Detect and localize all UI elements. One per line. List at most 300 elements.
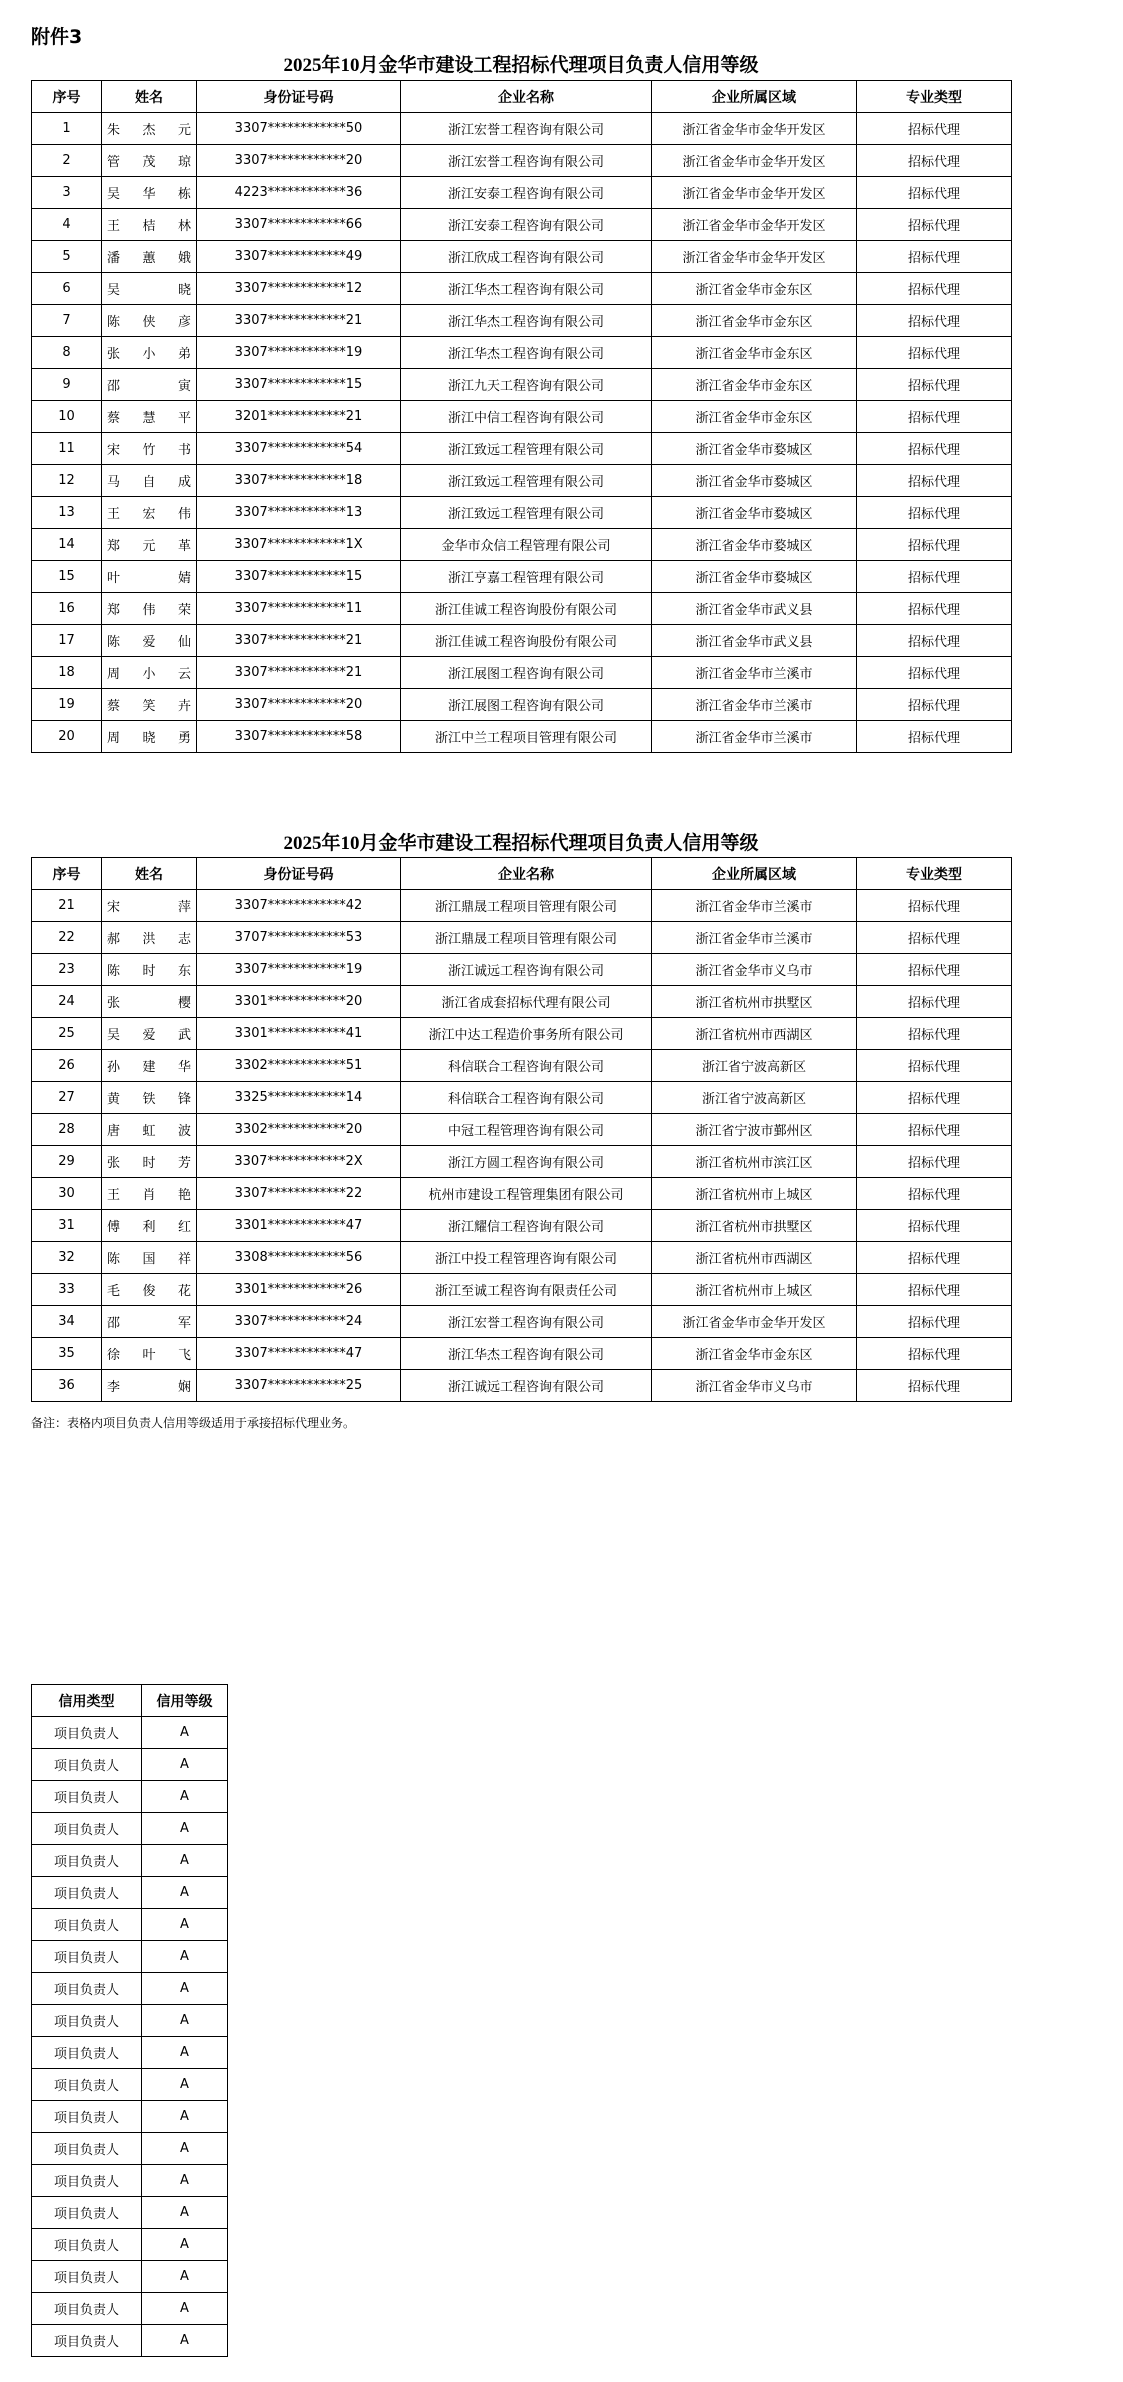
cell-id-number: 3307************47 [197,1338,401,1370]
cell-id-number: 3307************21 [197,625,401,657]
table-row [32,1082,1012,1114]
table-row [32,177,1012,209]
table-row [32,890,1012,922]
cell-index: 16 [32,593,102,625]
table-row [32,1050,1012,1082]
cell-id-number: 3325************14 [197,1082,401,1114]
table-row [32,1973,228,2005]
cell-credit-type: 项目负责人 [32,1781,142,1813]
cell-region: 浙江省金华市金东区 [652,273,857,305]
cell-company: 浙江中投工程管理咨询有限公司 [401,1242,652,1274]
table-row [32,2293,228,2325]
cell-credit-level: A [142,2165,228,2197]
table-row [32,954,1012,986]
cell-company: 科信联合工程咨询有限公司 [401,1082,652,1114]
header-id-number: 身份证号码 [197,858,401,890]
table-row [32,465,1012,497]
cell-region: 浙江省金华市婺城区 [652,561,857,593]
table-row [32,113,1012,145]
cell-company: 浙江中兰工程项目管理有限公司 [401,721,652,753]
header-type: 专业类型 [857,81,1012,113]
cell-name: 蔡慧平 [102,401,197,433]
cell-index: 26 [32,1050,102,1082]
table2-body [32,890,1012,1402]
cell-type: 招标代理 [857,954,1012,986]
table1-body [32,113,1012,753]
cell-credit-type: 项目负责人 [32,2229,142,2261]
cell-company: 浙江中达工程造价事务所有限公司 [401,1018,652,1050]
cell-index: 2 [32,145,102,177]
cell-id-number: 3307************19 [197,337,401,369]
cell-id-number: 3302************20 [197,1114,401,1146]
header-region: 企业所属区域 [652,81,857,113]
table-row [32,922,1012,954]
cell-type: 招标代理 [857,337,1012,369]
cell-company: 浙江亨嘉工程管理有限公司 [401,561,652,593]
cell-id-number: 3302************51 [197,1050,401,1082]
cell-id-number: 3301************26 [197,1274,401,1306]
table-row [32,1242,1012,1274]
cell-credit-level: A [142,2037,228,2069]
cell-index: 12 [32,465,102,497]
cell-type: 招标代理 [857,241,1012,273]
table-row [32,529,1012,561]
table-row [32,2069,228,2101]
cell-company: 浙江致远工程管理有限公司 [401,497,652,529]
cell-credit-level: A [142,1909,228,1941]
cell-company: 浙江宏誉工程咨询有限公司 [401,145,652,177]
cell-region: 浙江省宁波市鄞州区 [652,1114,857,1146]
cell-credit-type: 项目负责人 [32,2069,142,2101]
cell-region: 浙江省金华市金东区 [652,1338,857,1370]
cell-name: 李娴 [102,1370,197,1402]
cell-company: 浙江九天工程咨询有限公司 [401,369,652,401]
cell-company: 浙江华杰工程咨询有限公司 [401,305,652,337]
cell-name: 陈侠彦 [102,305,197,337]
cell-company: 浙江致远工程管理有限公司 [401,465,652,497]
cell-index: 10 [32,401,102,433]
cell-id-number: 3307************12 [197,273,401,305]
cell-company: 浙江致远工程管理有限公司 [401,433,652,465]
cell-name: 管茂琼 [102,145,197,177]
attachment-label: 附件3 [31,26,83,48]
table1-header-row [32,81,1012,113]
cell-region: 浙江省金华市武义县 [652,625,857,657]
cell-region: 浙江省金华市义乌市 [652,1370,857,1402]
table-row [32,2165,228,2197]
table-row [32,369,1012,401]
cell-credit-type: 项目负责人 [32,1813,142,1845]
table-row [32,2197,228,2229]
cell-name: 王肖艳 [102,1178,197,1210]
table-row [32,1781,228,1813]
cell-region: 浙江省金华市义乌市 [652,954,857,986]
cell-type: 招标代理 [857,369,1012,401]
cell-region: 浙江省宁波高新区 [652,1050,857,1082]
cell-name: 徐叶飞 [102,1338,197,1370]
cell-index: 9 [32,369,102,401]
cell-name: 唐虹波 [102,1114,197,1146]
credit-level-body [32,1717,228,2357]
cell-company: 浙江宏誉工程咨询有限公司 [401,1306,652,1338]
cell-index: 27 [32,1082,102,1114]
table-row [32,1877,228,1909]
cell-type: 招标代理 [857,145,1012,177]
cell-type: 招标代理 [857,529,1012,561]
table-row [32,1306,1012,1338]
cell-id-number: 3307************15 [197,561,401,593]
cell-index: 32 [32,1242,102,1274]
cell-id-number: 3307************58 [197,721,401,753]
table-row [32,305,1012,337]
cell-type: 招标代理 [857,401,1012,433]
header-company: 企业名称 [401,858,652,890]
cell-name: 马自成 [102,465,197,497]
cell-id-number: 3307************24 [197,1306,401,1338]
cell-region: 浙江省杭州市上城区 [652,1274,857,1306]
cell-company: 浙江华杰工程咨询有限公司 [401,337,652,369]
cell-id-number: 3307************54 [197,433,401,465]
cell-id-number: 3301************47 [197,1210,401,1242]
cell-type: 招标代理 [857,721,1012,753]
cell-company: 浙江宏誉工程咨询有限公司 [401,113,652,145]
header-region: 企业所属区域 [652,858,857,890]
table-row [32,2037,228,2069]
table-row [32,2261,228,2293]
cell-company: 浙江诚远工程咨询有限公司 [401,1370,652,1402]
cell-credit-level: A [142,2293,228,2325]
cell-name: 郑元革 [102,529,197,561]
table-row [32,625,1012,657]
cell-index: 3 [32,177,102,209]
table-row [32,2101,228,2133]
cell-name: 吴晓 [102,273,197,305]
cell-region: 浙江省金华市金华开发区 [652,209,857,241]
cell-credit-level: A [142,1877,228,1909]
cell-type: 招标代理 [857,1242,1012,1274]
table1-title: 2025年10月金华市建设工程招标代理项目负责人信用等级 [283,55,759,76]
cell-id-number: 3307************25 [197,1370,401,1402]
cell-company: 浙江华杰工程咨询有限公司 [401,273,652,305]
cell-id-number: 3307************20 [197,689,401,721]
table-row [32,273,1012,305]
cell-index: 23 [32,954,102,986]
cell-credit-type: 项目负责人 [32,2261,142,2293]
cell-region: 浙江省金华市兰溪市 [652,922,857,954]
cell-credit-level: A [142,1717,228,1749]
cell-index: 13 [32,497,102,529]
cell-credit-level: A [142,2197,228,2229]
cell-index: 5 [32,241,102,273]
cell-company: 浙江佳诚工程咨询股份有限公司 [401,593,652,625]
cell-company: 中冠工程管理咨询有限公司 [401,1114,652,1146]
cell-type: 招标代理 [857,1306,1012,1338]
cell-id-number: 3307************20 [197,145,401,177]
cell-name: 毛俊花 [102,1274,197,1306]
cell-type: 招标代理 [857,1050,1012,1082]
table-row [32,689,1012,721]
cell-company: 浙江耀信工程咨询有限公司 [401,1210,652,1242]
cell-region: 浙江省杭州市上城区 [652,1178,857,1210]
cell-type: 招标代理 [857,1210,1012,1242]
cell-index: 20 [32,721,102,753]
cell-id-number: 3307************22 [197,1178,401,1210]
cell-id-number: 3307************21 [197,657,401,689]
cell-region: 浙江省金华市兰溪市 [652,657,857,689]
cell-company: 浙江华杰工程咨询有限公司 [401,1338,652,1370]
cell-company: 浙江展图工程咨询有限公司 [401,689,652,721]
cell-credit-level: A [142,2229,228,2261]
cell-name: 陈爱仙 [102,625,197,657]
table-row [32,593,1012,625]
cell-company: 浙江安泰工程咨询有限公司 [401,209,652,241]
cell-company: 浙江鼎晟工程项目管理有限公司 [401,890,652,922]
cell-name: 邵寅 [102,369,197,401]
cell-credit-level: A [142,2101,228,2133]
table-row [32,561,1012,593]
cell-type: 招标代理 [857,305,1012,337]
cell-region: 浙江省金华市金华开发区 [652,177,857,209]
cell-credit-type: 项目负责人 [32,2133,142,2165]
cell-credit-type: 项目负责人 [32,1749,142,1781]
cell-type: 招标代理 [857,177,1012,209]
cell-name: 陈国祥 [102,1242,197,1274]
cell-company: 浙江至诚工程咨询有限责任公司 [401,1274,652,1306]
cell-id-number: 4223************36 [197,177,401,209]
cell-id-number: 3307************49 [197,241,401,273]
cell-name: 周晓勇 [102,721,197,753]
cell-type: 招标代理 [857,1146,1012,1178]
table-row [32,209,1012,241]
header-type: 专业类型 [857,858,1012,890]
cell-credit-level: A [142,2069,228,2101]
table2-title: 2025年10月金华市建设工程招标代理项目负责人信用等级 [283,833,759,854]
cell-type: 招标代理 [857,922,1012,954]
cell-credit-type: 项目负责人 [32,2165,142,2197]
table-row [32,1114,1012,1146]
table-row [32,1338,1012,1370]
table-row [32,1018,1012,1050]
cell-id-number: 3307************15 [197,369,401,401]
header-index: 序号 [32,858,102,890]
cell-id-number: 3307************1X [197,529,401,561]
cell-company: 浙江欣成工程咨询有限公司 [401,241,652,273]
cell-region: 浙江省金华市金华开发区 [652,241,857,273]
cell-company: 杭州市建设工程管理集团有限公司 [401,1178,652,1210]
cell-region: 浙江省金华市金华开发区 [652,113,857,145]
cell-index: 14 [32,529,102,561]
cell-type: 招标代理 [857,1114,1012,1146]
cell-index: 4 [32,209,102,241]
cell-type: 招标代理 [857,593,1012,625]
cell-credit-type: 项目负责人 [32,1877,142,1909]
cell-index: 8 [32,337,102,369]
cell-name: 张樱 [102,986,197,1018]
cell-name: 宋竹书 [102,433,197,465]
cell-credit-level: A [142,2325,228,2357]
credit-table-1 [31,80,1012,753]
cell-company: 浙江省成套招标代理有限公司 [401,986,652,1018]
cell-index: 29 [32,1146,102,1178]
cell-id-number: 3307************42 [197,890,401,922]
cell-credit-level: A [142,1813,228,1845]
cell-type: 招标代理 [857,1274,1012,1306]
cell-credit-type: 项目负责人 [32,2101,142,2133]
cell-name: 郑伟荣 [102,593,197,625]
cell-name: 黄铁锋 [102,1082,197,1114]
cell-region: 浙江省金华市金东区 [652,369,857,401]
cell-credit-type: 项目负责人 [32,2325,142,2357]
cell-credit-type: 项目负责人 [32,1973,142,2005]
cell-credit-level: A [142,1941,228,1973]
table-row [32,1941,228,1973]
cell-type: 招标代理 [857,1018,1012,1050]
cell-name: 吴华栋 [102,177,197,209]
cell-type: 招标代理 [857,1178,1012,1210]
table-row [32,433,1012,465]
cell-region: 浙江省金华市兰溪市 [652,689,857,721]
cell-type: 招标代理 [857,625,1012,657]
credit-level-header-row [32,1685,228,1717]
footnote: 备注：表格内项目负责人信用等级适用于承接招标代理业务。 [31,1416,356,1430]
cell-id-number: 3307************21 [197,305,401,337]
cell-credit-level: A [142,2005,228,2037]
cell-name: 叶婧 [102,561,197,593]
cell-credit-type: 项目负责人 [32,1909,142,1941]
cell-id-number: 3301************41 [197,1018,401,1050]
cell-region: 浙江省金华市婺城区 [652,529,857,561]
table-row [32,1909,228,1941]
cell-index: 1 [32,113,102,145]
cell-id-number: 3307************2X [197,1146,401,1178]
cell-id-number: 3307************50 [197,113,401,145]
cell-region: 浙江省金华市婺城区 [652,433,857,465]
cell-name: 吴爱武 [102,1018,197,1050]
cell-index: 28 [32,1114,102,1146]
cell-index: 21 [32,890,102,922]
cell-company: 浙江佳诚工程咨询股份有限公司 [401,625,652,657]
cell-id-number: 3301************20 [197,986,401,1018]
cell-credit-level: A [142,2133,228,2165]
cell-id-number: 3308************56 [197,1242,401,1274]
cell-type: 招标代理 [857,113,1012,145]
table-row [32,145,1012,177]
table2-header-row [32,858,1012,890]
cell-name: 张时芳 [102,1146,197,1178]
cell-company: 金华市众信工程管理有限公司 [401,529,652,561]
table-row [32,1749,228,1781]
cell-type: 招标代理 [857,497,1012,529]
cell-index: 34 [32,1306,102,1338]
cell-credit-type: 项目负责人 [32,2197,142,2229]
cell-name: 朱杰元 [102,113,197,145]
cell-index: 19 [32,689,102,721]
table-row [32,2229,228,2261]
cell-id-number: 3707************53 [197,922,401,954]
table-row [32,1146,1012,1178]
cell-index: 15 [32,561,102,593]
header-index: 序号 [32,81,102,113]
cell-region: 浙江省金华市金华开发区 [652,1306,857,1338]
cell-region: 浙江省金华市婺城区 [652,497,857,529]
cell-credit-level: A [142,1749,228,1781]
table-row [32,2005,228,2037]
cell-id-number: 3307************66 [197,209,401,241]
cell-id-number: 3307************13 [197,497,401,529]
cell-credit-type: 项目负责人 [32,2037,142,2069]
cell-region: 浙江省金华市金东区 [652,337,857,369]
table-row [32,721,1012,753]
cell-company: 浙江安泰工程咨询有限公司 [401,177,652,209]
table-row [32,986,1012,1018]
table-row [32,2325,228,2357]
cell-name: 蔡笑卉 [102,689,197,721]
cell-type: 招标代理 [857,433,1012,465]
table-row [32,241,1012,273]
header-company: 企业名称 [401,81,652,113]
cell-index: 7 [32,305,102,337]
table-row [32,1370,1012,1402]
cell-company: 浙江方圆工程咨询有限公司 [401,1146,652,1178]
cell-region: 浙江省宁波高新区 [652,1082,857,1114]
cell-name: 傅利红 [102,1210,197,1242]
cell-index: 30 [32,1178,102,1210]
table-row [32,401,1012,433]
cell-index: 22 [32,922,102,954]
cell-index: 31 [32,1210,102,1242]
cell-type: 招标代理 [857,689,1012,721]
cell-type: 招标代理 [857,561,1012,593]
cell-name: 张小弟 [102,337,197,369]
cell-name: 郝洪志 [102,922,197,954]
header-id-number: 身份证号码 [197,81,401,113]
cell-name: 周小云 [102,657,197,689]
cell-index: 24 [32,986,102,1018]
credit-table-2 [31,857,1012,1402]
cell-credit-type: 项目负责人 [32,1941,142,1973]
table-row [32,1178,1012,1210]
table-row [32,1210,1012,1242]
cell-index: 33 [32,1274,102,1306]
cell-region: 浙江省杭州市拱墅区 [652,986,857,1018]
credit-level-table [31,1684,228,2357]
cell-name: 邵军 [102,1306,197,1338]
cell-name: 孙建华 [102,1050,197,1082]
cell-index: 6 [32,273,102,305]
table-row [32,1845,228,1877]
cell-type: 招标代理 [857,1082,1012,1114]
cell-region: 浙江省金华市武义县 [652,593,857,625]
cell-index: 17 [32,625,102,657]
cell-id-number: 3307************18 [197,465,401,497]
cell-region: 浙江省金华市金华开发区 [652,145,857,177]
cell-type: 招标代理 [857,273,1012,305]
cell-type: 招标代理 [857,890,1012,922]
cell-credit-level: A [142,1781,228,1813]
table-row [32,1813,228,1845]
cell-type: 招标代理 [857,209,1012,241]
cell-index: 36 [32,1370,102,1402]
cell-name: 陈时东 [102,954,197,986]
cell-index: 25 [32,1018,102,1050]
cell-region: 浙江省金华市兰溪市 [652,721,857,753]
cell-type: 招标代理 [857,465,1012,497]
header-name: 姓名 [102,858,197,890]
table-row [32,2133,228,2165]
cell-company: 浙江诚远工程咨询有限公司 [401,954,652,986]
cell-credit-type: 项目负责人 [32,2293,142,2325]
cell-region: 浙江省金华市兰溪市 [652,890,857,922]
